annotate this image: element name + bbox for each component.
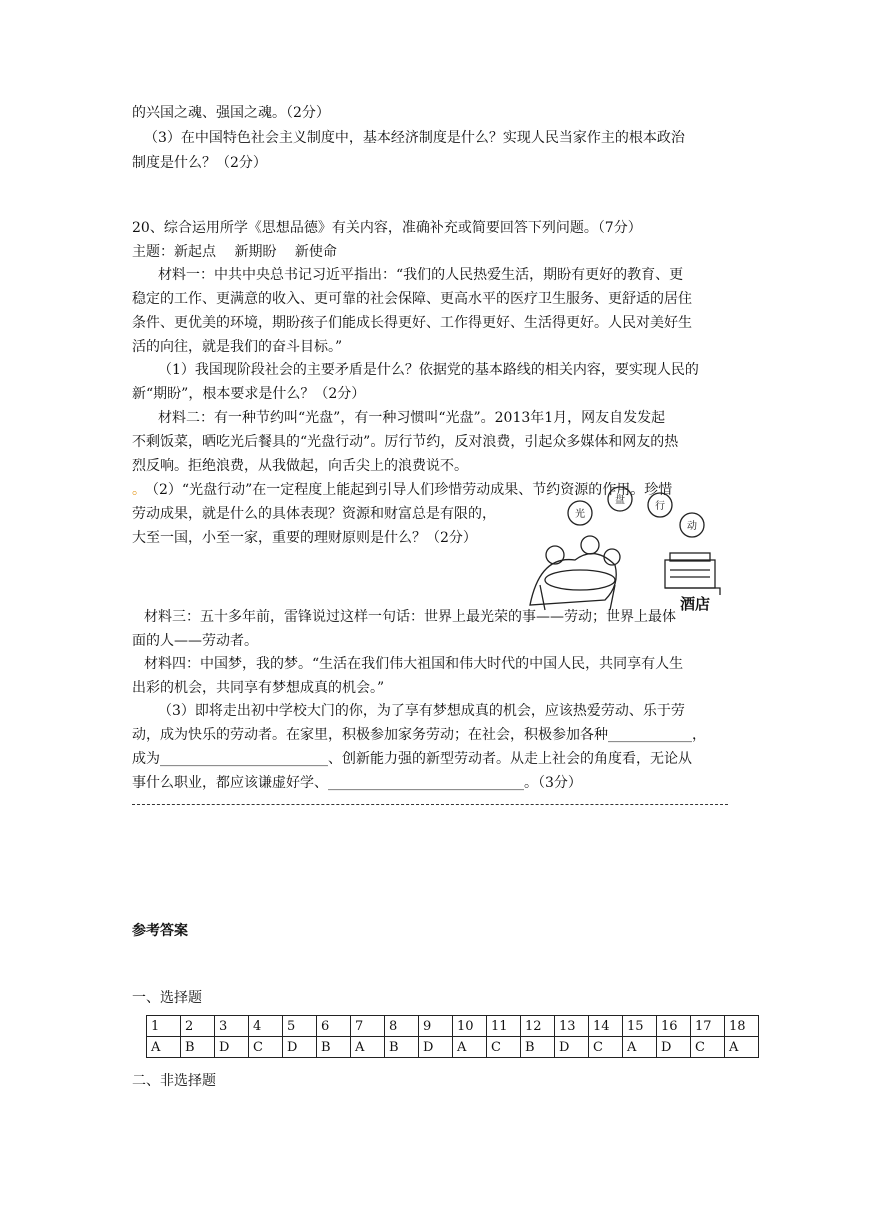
text-line: 不剩饭菜，晒吃光后餐具的“光盘行动”。厉行节约，反对浪费，引起众多媒体和网友的热 [132, 434, 679, 450]
text-line: 新“期盼”，根本要求是什么？（2分） [132, 386, 366, 402]
answer-cell: D [657, 1037, 691, 1058]
text-line: 活的向往，就是我们的奋斗目标。” [132, 339, 343, 355]
answers-title: 参考答案 [132, 923, 188, 939]
text-line: 烈反响。拒绝浪费，从我做起，向舌尖上的浪费说不。 [132, 458, 468, 474]
text-line: 事什么职业，都应该谦虚好学、____________________________。（3分） [132, 775, 582, 791]
question-number-cell: 1 [147, 1016, 181, 1037]
text-line: 成为________________________、创新能力强的新型劳动者。从走上社会的角度看，无论从 [132, 751, 692, 767]
clean-plate-cartoon [520, 485, 740, 615]
question-number-cell: 18 [725, 1016, 759, 1037]
answer-cell: C [589, 1037, 623, 1058]
material-4: 材料四：中国梦，我的梦。“生活在我们伟大祖国和伟大时代的中国人民，共同享有人生 [144, 656, 684, 672]
question-number-cell: 4 [249, 1016, 283, 1037]
answer-table [146, 1015, 759, 1058]
answer-cell: A [453, 1037, 487, 1058]
text-line: 动，成为快乐的劳动者。在家里，积极参加家务劳动；在社会，积极参加各种____________， [132, 727, 706, 743]
question-number-cell: 11 [487, 1016, 521, 1037]
text-line: 制度是什么？（2分） [132, 155, 267, 171]
answer-cell: C [249, 1037, 283, 1058]
question-number-cell: 14 [589, 1016, 623, 1037]
question-number-cell: 13 [555, 1016, 589, 1037]
table-row-numbers [147, 1016, 759, 1037]
bubble-char: 动 [687, 521, 697, 532]
question-number-cell: 2 [181, 1016, 215, 1037]
question-20-1: （1）我国现阶段社会的主要矛盾是什么？依据党的基本路线的相关内容，要实现人民的 [158, 362, 699, 378]
question-number-cell: 6 [317, 1016, 351, 1037]
question-number-cell: 16 [657, 1016, 691, 1037]
answer-cell: A [351, 1037, 385, 1058]
answer-cell: B [385, 1037, 419, 1058]
text-line: 出彩的机会，共同享有梦想成真的机会。” [132, 680, 385, 696]
question-19-3: （3）在中国特色社会主义制度中，基本经济制度是什么？实现人民当家作主的根本政治 [144, 130, 685, 146]
answer-cell: A [147, 1037, 181, 1058]
answer-cell: A [725, 1037, 759, 1058]
section-choice: 一、选择题 [132, 990, 202, 1006]
answer-cell: D [419, 1037, 453, 1058]
question-20-3: （3）即将走出初中学校大门的你，为了享有梦想成真的机会，应该热爱劳动、乐于劳 [158, 703, 685, 719]
answer-cell: C [487, 1037, 521, 1058]
theme-line: 主题：新起点 新期盼 新使命 [132, 244, 337, 260]
text-line: 劳动成果，就是什么的具体表现？资源和财富总是有限的， [132, 506, 496, 522]
table-row-answers [147, 1037, 759, 1058]
question-number-cell: 8 [385, 1016, 419, 1037]
restaurant-sign: 酒店 [679, 595, 711, 613]
bubble-char: 盘 [615, 495, 625, 506]
question-20-title: 20、综合运用所学《思想品德》有关内容，准确补充或简要回答下列问题。（7分） [132, 220, 642, 236]
question-number-cell: 17 [691, 1016, 725, 1037]
question-20-2-text: （2）“光盘行动”在一定程度上能起到引导人们珍惜劳动成果、节约资源的作用。珍惜 [152, 482, 673, 498]
answer-cell: B [317, 1037, 351, 1058]
answer-cell: D [215, 1037, 249, 1058]
bubble-char: 光 [575, 509, 585, 520]
bubble-char: 行 [655, 501, 665, 512]
material-2: 材料二：有一种节约叫“光盘”，有一种习惯叫“光盘”。2013年1月，网友自发发起 [158, 410, 666, 426]
question-number-cell: 12 [521, 1016, 555, 1037]
question-number-cell: 15 [623, 1016, 657, 1037]
answer-cell: C [691, 1037, 725, 1058]
question-number-cell: 3 [215, 1016, 249, 1037]
question-number-cell: 7 [351, 1016, 385, 1037]
section-non-choice: 二、非选择题 [132, 1073, 216, 1089]
text-line: 稳定的工作、更满意的收入、更可靠的社会保障、更高水平的医疗卫生服务、更舒适的居住 [132, 291, 692, 307]
answer-cell: A [623, 1037, 657, 1058]
answer-cell: B [521, 1037, 555, 1058]
material-1: 材料一：中共中央总书记习近平指出：“我们的人民热爱生活，期盼有更好的教育、更 [158, 267, 684, 283]
text-line: 条件、更优美的环境，期盼孩子们能成长得更好、工作得更好、生活得更好。人民对美好生 [132, 315, 692, 331]
answer-cell: D [283, 1037, 317, 1058]
material-3: 材料三：五十多年前，雷锋说过这样一句话：世界上最光荣的事——劳动；世界上最体 [144, 609, 676, 625]
question-number-cell: 5 [283, 1016, 317, 1037]
text-line: 面的人——劳动者。 [132, 633, 258, 649]
answer-cell: D [555, 1037, 589, 1058]
text-line: 大至一国，小至一家，重要的理财原则是什么？（2分） [132, 530, 477, 546]
answer-cell: B [181, 1037, 215, 1058]
text-line: 的兴国之魂、强国之魂。（2分） [132, 105, 330, 121]
question-number-cell: 10 [453, 1016, 487, 1037]
orange-dot: 。 [132, 482, 146, 498]
divider [132, 804, 728, 805]
question-number-cell: 9 [419, 1016, 453, 1037]
